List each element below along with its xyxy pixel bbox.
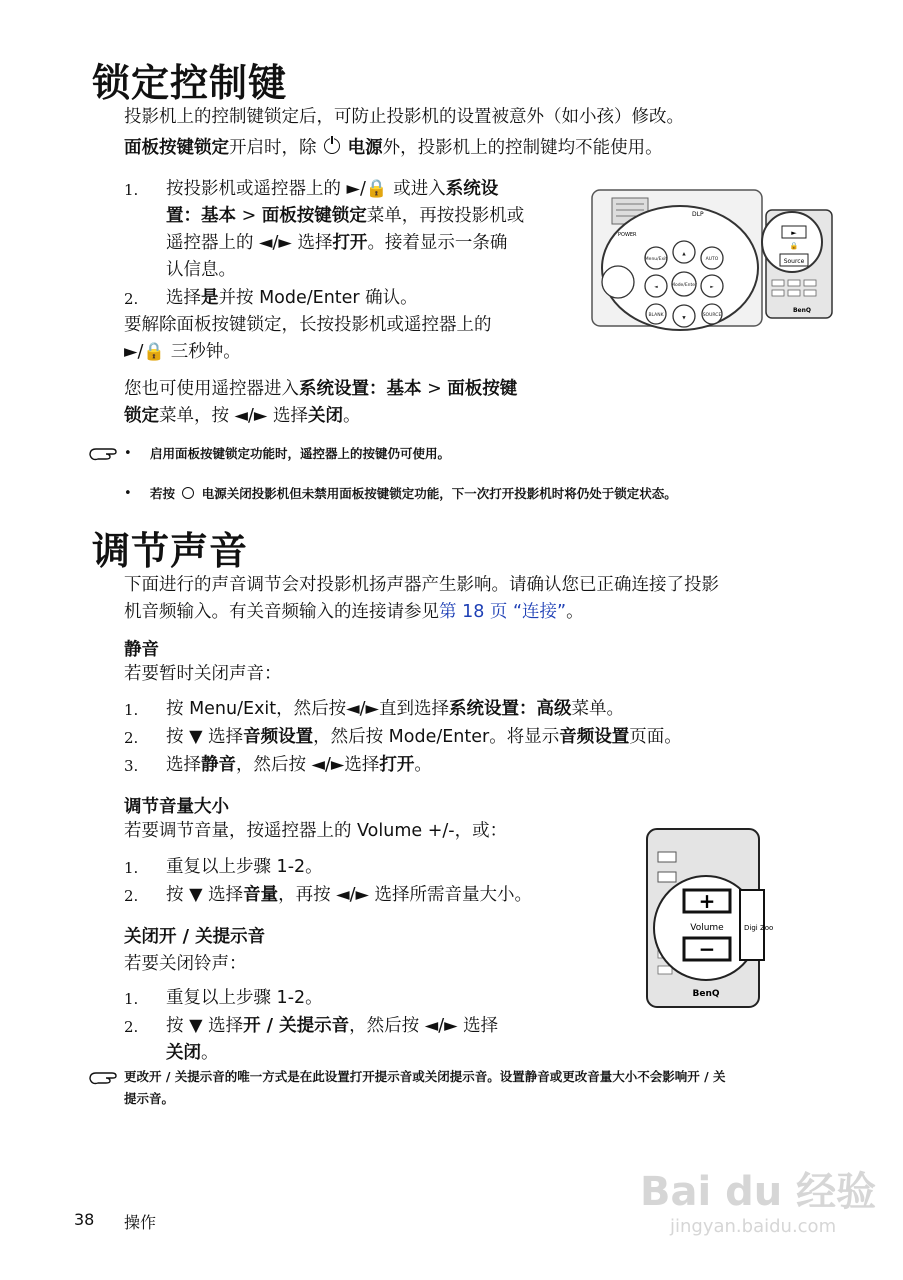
svg-text:SOURCE: SOURCE: [702, 313, 722, 318]
volume-intro: 若要调节音量，按遥控器上的 Volume +/-，或：: [124, 821, 508, 841]
projector-panel-illustration: [588, 180, 838, 340]
volume-step-2: 按 ▼ 选择音量，再按 ◄/► 选择所需音量大小。: [166, 885, 533, 905]
step-number: 3.: [124, 757, 139, 775]
watermark-logo: Bai du 经验: [640, 1169, 877, 1215]
alt-method-paragraph: 您也可使用遥控器进入系统设置：基本 > 面板按键 锁定菜单，按 ◄/► 选择关闭。: [124, 379, 518, 426]
volume-minus-label: −: [698, 937, 716, 961]
intro-paragraph-2: 面板按键锁定开启时，除 电源外，投影机上的控制键均不能使用。: [124, 138, 663, 158]
svg-text:BLANK: BLANK: [648, 313, 664, 318]
svg-text:►: ►: [710, 285, 714, 290]
power-icon: [182, 487, 194, 499]
connection-link[interactable]: 第 18 页 “连接”: [439, 602, 567, 622]
watermark-url: jingyan.baidu.com: [670, 1216, 837, 1237]
mute-step-2: 按 ▼ 选择音频设置，然后按 Mode/Enter。将显示音频设置页面。: [166, 727, 682, 747]
intro-paragraph-1: 投影机上的控制键锁定后，可防止投影机的设置被意外（如小孩）修改。: [124, 107, 684, 127]
brand-logo: BenQ: [792, 307, 812, 314]
step-number: 2.: [124, 290, 139, 308]
dlp-label: DLP: [692, 211, 704, 218]
lock-step-2: 选择是并按 Mode/Enter 确认。: [166, 288, 418, 308]
step-number: 1.: [124, 990, 139, 1008]
svg-text:◄: ◄: [654, 285, 658, 290]
remote-source-label: Source: [783, 258, 805, 265]
svg-text:►: ►: [791, 229, 797, 237]
volume-label: Volume: [690, 923, 724, 933]
step-number: 2.: [124, 729, 139, 747]
bullet: •: [124, 486, 132, 501]
mute-intro: 若要暂时关闭声音：: [124, 664, 282, 684]
lock-icon: 🔒: [365, 179, 388, 199]
unlock-paragraph: 要解除面板按键锁定，长按投影机或遥控器上的 ►/🔒 三秒钟。: [124, 315, 492, 362]
footer-section-label: 操作: [124, 1213, 157, 1232]
svg-text:Menu/Exit: Menu/Exit: [644, 257, 668, 262]
note-1: 启用面板按键锁定功能时，遥控器上的按键仍可使用。: [150, 446, 451, 461]
step-number: 2.: [124, 1018, 139, 1036]
svg-text:Mode/Enter: Mode/Enter: [671, 283, 697, 288]
digital-zoom-label: Digi Zoo: [744, 924, 774, 932]
sound-intro: 下面进行的声音调节会对投影机扬声器产生影响。请确认您已正确连接了投影 机音频输入。有关音频输入的连接请参见第 18 页 “连接”。: [124, 575, 719, 622]
brand-logo: BenQ: [692, 989, 720, 999]
volume-plus-label: +: [698, 889, 716, 913]
svg-text:▲: ▲: [682, 252, 686, 257]
volume-step-1: 重复以上步骤 1-2。: [166, 857, 323, 877]
mute-step-1: 按 Menu/Exit，然后按◄/►直到选择系统设置：高级菜单。: [166, 699, 624, 719]
step-number: 1.: [124, 701, 139, 719]
note-hand-icon: [88, 1070, 118, 1088]
lock-icon: 🔒: [143, 342, 166, 362]
section-title-lock: 锁定控制键: [92, 61, 288, 105]
volume-heading: 调节音量大小: [124, 797, 229, 817]
note-2: 若按 电源关闭投影机但未禁用面板按键锁定功能，下一次打开投影机时将仍处于锁定状态。: [150, 486, 677, 501]
step-number: 1.: [124, 859, 139, 877]
page-number: 38: [74, 1210, 95, 1229]
svg-text:🔒: 🔒: [789, 242, 799, 250]
power-icon: [324, 138, 340, 154]
bullet: •: [124, 446, 132, 461]
svg-text:AUTO: AUTO: [705, 257, 719, 262]
section-title-sound: 调节声音: [92, 529, 249, 573]
remote-volume-illustration: [644, 826, 774, 1010]
beep-intro: 若要关闭铃声：: [124, 954, 247, 974]
svg-text:▼: ▼: [682, 316, 686, 321]
beep-note: 更改开 / 关提示音的唯一方式是在此设置打开提示音或关闭提示音。设置静音或更改音量大小不会影响开 / 关 提示音。: [124, 1069, 726, 1106]
note-hand-icon: [88, 446, 118, 464]
panel-button-power: [602, 266, 634, 298]
beep-step-2: 按 ▼ 选择开 / 关提示音，然后按 ◄/► 选择 关闭。: [166, 1016, 499, 1063]
beep-step-1: 重复以上步骤 1-2。: [166, 988, 323, 1008]
mute-heading: 静音: [124, 640, 159, 660]
step-number: 2.: [124, 887, 139, 905]
lock-step-1: 按投影机或遥控器上的 ►/🔒 或进入系统设 置：基本 > 面板按键锁定菜单，再按投影机或 遥控器上的 ◄/► 选择打开。接着显示一条确 认信息。: [166, 179, 525, 280]
power-label: POWER: [618, 232, 637, 238]
mute-step-3: 选择静音，然后按 ◄/►选择打开。: [166, 755, 432, 775]
step-number: 1.: [124, 181, 139, 199]
beep-heading: 关闭开 / 关提示音: [124, 927, 266, 947]
